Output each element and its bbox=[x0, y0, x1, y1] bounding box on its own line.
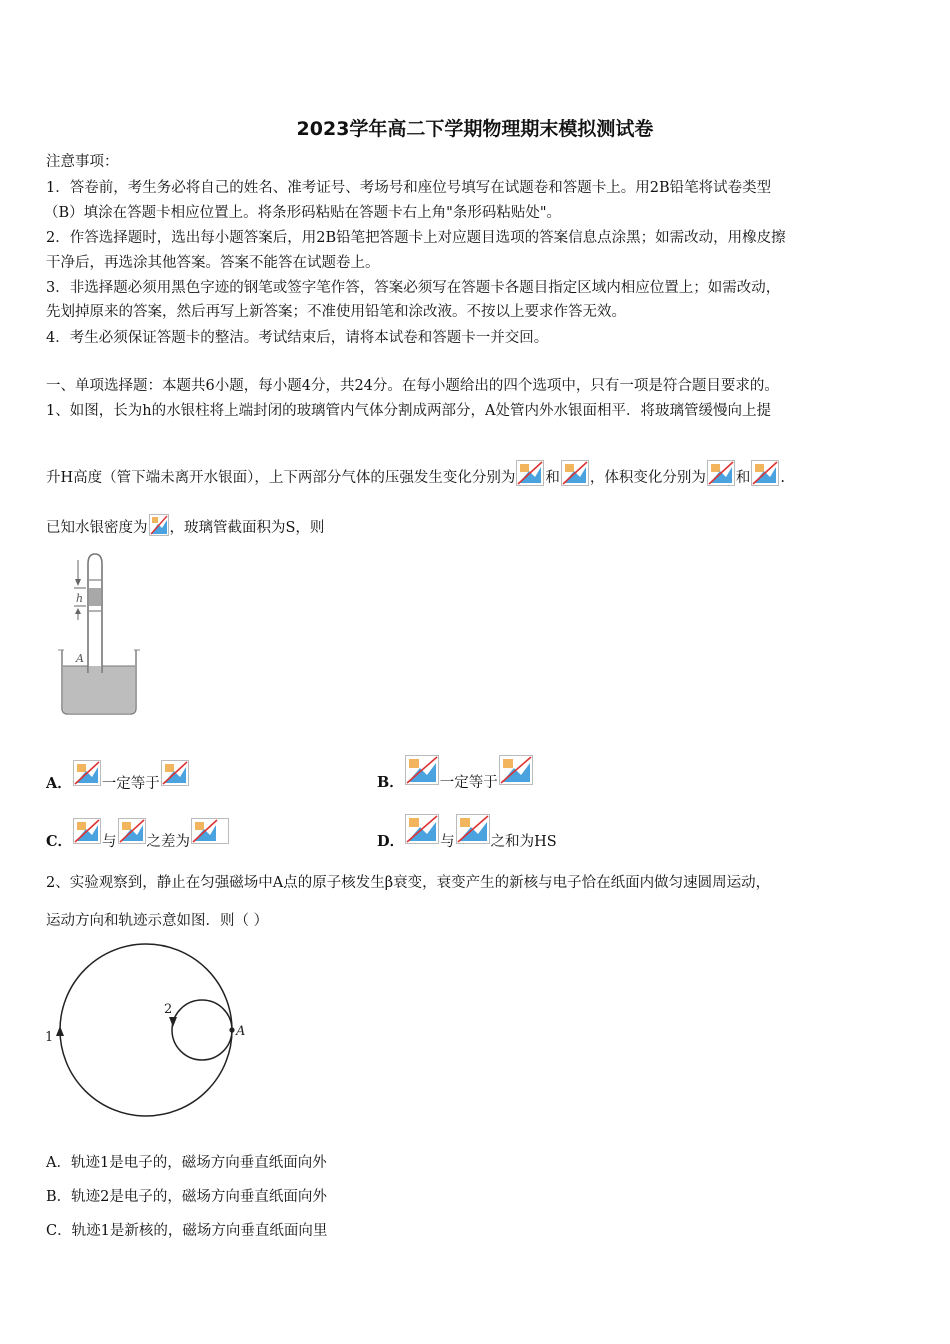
q1-option-a[interactable] bbox=[46, 760, 190, 793]
label-A: A bbox=[76, 652, 84, 665]
broken-image-icon bbox=[191, 818, 229, 844]
tube-beaker-figure bbox=[52, 548, 152, 718]
q1-option-b[interactable] bbox=[377, 755, 534, 792]
broken-image-icon bbox=[499, 755, 533, 785]
option-d-and: 与 bbox=[440, 834, 455, 850]
broken-image-icon bbox=[516, 460, 544, 486]
broken-image-icon bbox=[73, 760, 101, 786]
q1-line-3a: 已知水银密度为 bbox=[46, 520, 148, 536]
page-title: 2023学年高二下学期物理期末模拟测试卷 bbox=[296, 118, 654, 140]
broken-image-icon bbox=[405, 814, 439, 844]
label-2: 2 bbox=[164, 1002, 173, 1017]
label-1: 1 bbox=[45, 1030, 54, 1045]
broken-image-icon bbox=[149, 514, 169, 536]
option-a-text: 一定等于 bbox=[101, 776, 160, 792]
notice-line-6: 先划掉原来的答案，然后再写上新答案；不准使用铅笔和涂改液。不按以上要求作答无效。 bbox=[46, 304, 626, 320]
q1-and-2: 和 bbox=[735, 470, 751, 486]
q1-line-1: 1、如图，长为h的水银柱将上端封闭的玻璃管内气体分割成两部分，A处管内外水银面相平．将玻璃管缓慢向上提 bbox=[46, 403, 772, 419]
notice-line-1: 1．答卷前，考生务必将自己的姓名、准考证号、考场号和座位号填写在试题卷和答题卡上。用2B铅笔将试卷类型 bbox=[46, 180, 772, 196]
notice-line-5: 3．非选择题必须用黑色字迹的钢笔或签字笔作答，答案必须写在答题卡各题目指定区域内相应位置上；如需改动， bbox=[46, 280, 781, 296]
q1-and-1: 和 bbox=[545, 470, 560, 486]
q1-option-c[interactable] bbox=[46, 818, 230, 851]
option-c-and: 与 bbox=[102, 834, 117, 850]
broken-image-icon bbox=[751, 460, 779, 486]
q1-line-2a: 升H高度（管下端未离开水银面），上下两部分气体的压强发生变化分别为 bbox=[46, 470, 516, 486]
q1-period: . bbox=[780, 470, 786, 486]
broken-image-icon bbox=[405, 755, 439, 785]
orbit-figure bbox=[40, 940, 260, 1125]
option-c-text: 之差为 bbox=[146, 834, 191, 850]
q1-option-d[interactable] bbox=[377, 814, 557, 851]
broken-image-icon bbox=[456, 814, 490, 844]
notice-line-3: 2．作答选择题时，选出每小题答案后，用2B铅笔把答题卡上对应题目选项的答案信息点涂黑；如需改动，用橡皮擦 bbox=[46, 230, 786, 246]
label-A-point: A bbox=[236, 1024, 246, 1039]
label-h: h bbox=[76, 592, 84, 605]
q2-option-a[interactable]: A．轨迹1是电子的，磁场方向垂直纸面向外 bbox=[46, 1155, 327, 1171]
q2-line-1: 2、实验观察到，静止在匀强磁场中A点的原子核发生β衰变，衰变产生的新核与电子恰在纸面内做匀速圆周运动， bbox=[46, 875, 771, 891]
option-b-text: 一定等于 bbox=[439, 775, 498, 791]
q2-option-c[interactable]: C．轨迹1是新核的，磁场方向垂直纸面向里 bbox=[46, 1223, 328, 1239]
option-b-label: B． bbox=[377, 774, 404, 791]
broken-image-icon bbox=[73, 818, 101, 844]
q2-option-b[interactable]: B．轨迹2是电子的，磁场方向垂直纸面向外 bbox=[46, 1189, 327, 1205]
broken-image-icon bbox=[161, 760, 189, 786]
q1-line-2 bbox=[46, 460, 785, 487]
notice-heading: 注意事项： bbox=[46, 154, 119, 170]
option-a-label: A． bbox=[46, 775, 72, 792]
broken-image-icon bbox=[118, 818, 146, 844]
option-c-label: C． bbox=[46, 833, 73, 850]
broken-image-icon bbox=[707, 460, 735, 486]
notice-line-7: 4．考生必须保证答题卡的整洁。考试结束后，请将本试卷和答题卡一并交回。 bbox=[46, 330, 549, 346]
section-heading: 一、单项选择题：本题共6小题，每小题4分，共24分。在每小题给出的四个选项中，只有一项是符合题目要求的。 bbox=[46, 378, 779, 394]
notice-line-4: 干净后，再选涂其他答案。答案不能答在试题卷上。 bbox=[46, 255, 380, 271]
q1-line-3 bbox=[46, 514, 324, 537]
option-d-label: D． bbox=[377, 833, 405, 850]
notice-line-2: （B）填涂在答题卡相应位置上。将条形码粘贴在答题卡右上角"条形码粘贴处"。 bbox=[44, 205, 561, 221]
broken-image-icon bbox=[561, 460, 589, 486]
option-d-text: 之和为HS bbox=[490, 834, 557, 850]
q1-line-2b: ，体积变化分别为 bbox=[589, 470, 706, 486]
q1-line-3b: ，玻璃管截面积为S，则 bbox=[169, 520, 325, 536]
q2-line-2: 运动方向和轨迹示意如图．则（ ） bbox=[46, 913, 269, 929]
